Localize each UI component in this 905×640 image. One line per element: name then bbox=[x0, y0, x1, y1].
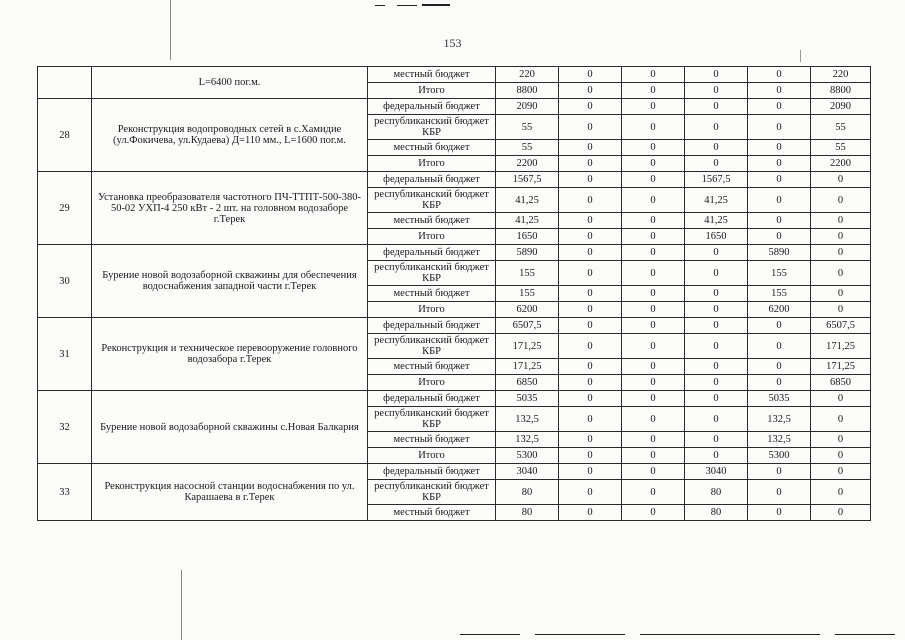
funding-source-cell: Итого bbox=[368, 156, 496, 172]
project-description-cell: Реконструкция водопроводных сетей в с.Хамидие (ул.Фокичева, ул.Кудаева) Д=110 мм., L=1600 пог.м. bbox=[92, 99, 368, 172]
project-number-cell: 28 bbox=[38, 99, 92, 172]
funding-source-cell: федеральный бюджет bbox=[368, 172, 496, 188]
value-cell: 0 bbox=[685, 407, 748, 432]
value-cell: 0 bbox=[748, 188, 811, 213]
value-cell: 0 bbox=[811, 432, 871, 448]
value-cell: 80 bbox=[685, 505, 748, 521]
table-row bbox=[38, 245, 871, 261]
project-description-cell: L=6400 пог.м. bbox=[92, 67, 368, 99]
value-cell: 80 bbox=[685, 480, 748, 505]
scan-mark-bottom-1 bbox=[460, 634, 520, 635]
project-description-cell: Реконструкция и техническое перевооружение головного водозабора г.Терек bbox=[92, 318, 368, 391]
value-cell: 80 bbox=[496, 480, 559, 505]
value-cell: 0 bbox=[622, 261, 685, 286]
project-description-cell: Реконструкция насосной станции водоснабжения по ул. Карашаева в г.Терек bbox=[92, 464, 368, 521]
value-cell: 0 bbox=[748, 505, 811, 521]
value-cell: 132,5 bbox=[748, 432, 811, 448]
project-description-cell: Установка преобразователя частотного ПЧ-ТТПТ-500-380-50-02 УХП-4 250 кВт - 2 шт. на головном водозаборе г.Терек bbox=[92, 172, 368, 245]
project-number-cell: 32 bbox=[38, 391, 92, 464]
value-cell: 0 bbox=[811, 464, 871, 480]
value-cell: 155 bbox=[496, 261, 559, 286]
value-cell: 0 bbox=[622, 407, 685, 432]
value-cell: 0 bbox=[559, 188, 622, 213]
value-cell: 0 bbox=[559, 83, 622, 99]
funding-source-cell: республиканский бюджет КБР bbox=[368, 115, 496, 140]
table-row bbox=[38, 67, 871, 83]
value-cell: 0 bbox=[622, 334, 685, 359]
funding-source-cell: республиканский бюджет КБР bbox=[368, 188, 496, 213]
value-cell: 5300 bbox=[496, 448, 559, 464]
value-cell: 0 bbox=[748, 213, 811, 229]
value-cell: 0 bbox=[559, 99, 622, 115]
value-cell: 0 bbox=[685, 156, 748, 172]
value-cell: 0 bbox=[559, 229, 622, 245]
project-description-cell: Бурение новой водозаборной скважины с.Новая Балкария bbox=[92, 391, 368, 464]
funding-source-cell: федеральный бюджет bbox=[368, 391, 496, 407]
value-cell: 0 bbox=[622, 245, 685, 261]
value-cell: 0 bbox=[811, 480, 871, 505]
value-cell: 0 bbox=[559, 172, 622, 188]
value-cell: 0 bbox=[559, 480, 622, 505]
value-cell: 0 bbox=[559, 407, 622, 432]
value-cell: 0 bbox=[685, 99, 748, 115]
value-cell: 0 bbox=[685, 448, 748, 464]
funding-source-cell: федеральный бюджет bbox=[368, 245, 496, 261]
value-cell: 0 bbox=[748, 229, 811, 245]
project-number-cell: 33 bbox=[38, 464, 92, 521]
value-cell: 1567,5 bbox=[685, 172, 748, 188]
value-cell: 6507,5 bbox=[496, 318, 559, 334]
value-cell: 8800 bbox=[811, 83, 871, 99]
value-cell: 0 bbox=[685, 318, 748, 334]
funding-source-cell: федеральный бюджет bbox=[368, 99, 496, 115]
value-cell: 0 bbox=[622, 156, 685, 172]
value-cell: 0 bbox=[622, 83, 685, 99]
value-cell: 0 bbox=[685, 261, 748, 286]
value-cell: 2200 bbox=[496, 156, 559, 172]
value-cell: 0 bbox=[622, 464, 685, 480]
value-cell: 132,5 bbox=[496, 407, 559, 432]
value-cell: 0 bbox=[811, 188, 871, 213]
value-cell: 0 bbox=[685, 140, 748, 156]
value-cell: 0 bbox=[685, 67, 748, 83]
funding-source-cell: республиканский бюджет КБР bbox=[368, 480, 496, 505]
value-cell: 0 bbox=[748, 318, 811, 334]
scan-mark-top-3 bbox=[422, 4, 450, 6]
page-number: 153 bbox=[443, 36, 462, 50]
value-cell: 0 bbox=[622, 99, 685, 115]
funding-source-cell: федеральный бюджет bbox=[368, 318, 496, 334]
scan-fold-line-bottom bbox=[181, 570, 182, 640]
value-cell: 0 bbox=[622, 375, 685, 391]
value-cell: 6200 bbox=[748, 302, 811, 318]
value-cell: 2090 bbox=[811, 99, 871, 115]
value-cell: 5300 bbox=[748, 448, 811, 464]
value-cell: 0 bbox=[748, 140, 811, 156]
value-cell: 0 bbox=[811, 172, 871, 188]
value-cell: 5890 bbox=[496, 245, 559, 261]
scan-mark-right bbox=[800, 50, 801, 62]
funding-source-cell: местный бюджет bbox=[368, 140, 496, 156]
funding-source-cell: местный бюджет bbox=[368, 286, 496, 302]
table-row bbox=[38, 318, 871, 334]
funding-source-cell: Итого bbox=[368, 229, 496, 245]
value-cell: 0 bbox=[622, 286, 685, 302]
funding-source-cell: местный бюджет bbox=[368, 213, 496, 229]
scan-fold-line bbox=[170, 0, 171, 60]
value-cell: 41,25 bbox=[496, 188, 559, 213]
value-cell: 0 bbox=[748, 115, 811, 140]
value-cell: 0 bbox=[811, 391, 871, 407]
value-cell: 220 bbox=[811, 67, 871, 83]
value-cell: 0 bbox=[685, 83, 748, 99]
value-cell: 0 bbox=[811, 505, 871, 521]
value-cell: 3040 bbox=[496, 464, 559, 480]
budget-table bbox=[37, 66, 871, 521]
value-cell: 0 bbox=[748, 375, 811, 391]
value-cell: 0 bbox=[622, 302, 685, 318]
value-cell: 0 bbox=[559, 213, 622, 229]
value-cell: 0 bbox=[685, 359, 748, 375]
value-cell: 0 bbox=[811, 302, 871, 318]
value-cell: 0 bbox=[685, 286, 748, 302]
value-cell: 55 bbox=[811, 140, 871, 156]
funding-source-cell: республиканский бюджет КБР bbox=[368, 261, 496, 286]
value-cell: 0 bbox=[685, 245, 748, 261]
value-cell: 0 bbox=[685, 391, 748, 407]
value-cell: 0 bbox=[559, 432, 622, 448]
funding-source-cell: республиканский бюджет КБР bbox=[368, 334, 496, 359]
value-cell: 6850 bbox=[811, 375, 871, 391]
value-cell: 80 bbox=[496, 505, 559, 521]
value-cell: 5890 bbox=[748, 245, 811, 261]
value-cell: 155 bbox=[748, 261, 811, 286]
value-cell: 0 bbox=[811, 407, 871, 432]
value-cell: 155 bbox=[496, 286, 559, 302]
value-cell: 0 bbox=[622, 188, 685, 213]
value-cell: 0 bbox=[748, 464, 811, 480]
value-cell: 220 bbox=[496, 67, 559, 83]
value-cell: 0 bbox=[559, 261, 622, 286]
value-cell: 155 bbox=[748, 286, 811, 302]
value-cell: 0 bbox=[559, 156, 622, 172]
value-cell: 0 bbox=[622, 391, 685, 407]
value-cell: 0 bbox=[622, 115, 685, 140]
value-cell: 171,25 bbox=[496, 359, 559, 375]
value-cell: 55 bbox=[496, 115, 559, 140]
scan-mark-top-2 bbox=[397, 5, 417, 6]
value-cell: 0 bbox=[811, 213, 871, 229]
table-row bbox=[38, 391, 871, 407]
value-cell: 1650 bbox=[496, 229, 559, 245]
value-cell: 0 bbox=[811, 286, 871, 302]
scan-mark-bottom-2 bbox=[535, 634, 625, 635]
project-description-cell: Бурение новой водозаборной скважины для обеспечения водоснабжения западной части г.Терек bbox=[92, 245, 368, 318]
value-cell: 0 bbox=[559, 67, 622, 83]
value-cell: 171,25 bbox=[496, 334, 559, 359]
funding-source-cell: местный бюджет bbox=[368, 359, 496, 375]
value-cell: 0 bbox=[622, 229, 685, 245]
value-cell: 0 bbox=[559, 464, 622, 480]
value-cell: 0 bbox=[685, 432, 748, 448]
value-cell: 0 bbox=[559, 302, 622, 318]
value-cell: 0 bbox=[748, 67, 811, 83]
funding-source-cell: местный бюджет bbox=[368, 505, 496, 521]
value-cell: 6850 bbox=[496, 375, 559, 391]
value-cell: 3040 bbox=[685, 464, 748, 480]
value-cell: 1650 bbox=[685, 229, 748, 245]
scan-mark-bottom-3 bbox=[640, 634, 820, 635]
funding-source-cell: Итого bbox=[368, 302, 496, 318]
value-cell: 0 bbox=[622, 448, 685, 464]
value-cell: 171,25 bbox=[811, 359, 871, 375]
value-cell: 132,5 bbox=[748, 407, 811, 432]
value-cell: 0 bbox=[559, 391, 622, 407]
funding-source-cell: федеральный бюджет bbox=[368, 464, 496, 480]
project-number-cell bbox=[38, 67, 92, 99]
project-number-cell: 29 bbox=[38, 172, 92, 245]
value-cell: 0 bbox=[559, 448, 622, 464]
value-cell: 5035 bbox=[748, 391, 811, 407]
value-cell: 171,25 bbox=[811, 334, 871, 359]
value-cell: 5035 bbox=[496, 391, 559, 407]
value-cell: 41,25 bbox=[685, 213, 748, 229]
funding-source-cell: Итого bbox=[368, 448, 496, 464]
funding-source-cell: Итого bbox=[368, 375, 496, 391]
value-cell: 0 bbox=[685, 302, 748, 318]
value-cell: 41,25 bbox=[685, 188, 748, 213]
funding-source-cell: местный бюджет bbox=[368, 67, 496, 83]
value-cell: 0 bbox=[559, 318, 622, 334]
value-cell: 0 bbox=[559, 286, 622, 302]
value-cell: 0 bbox=[622, 480, 685, 505]
value-cell: 41,25 bbox=[496, 213, 559, 229]
value-cell: 0 bbox=[622, 140, 685, 156]
scan-mark-bottom-4 bbox=[835, 634, 895, 635]
value-cell: 0 bbox=[748, 83, 811, 99]
value-cell: 0 bbox=[622, 67, 685, 83]
value-cell: 6507,5 bbox=[811, 318, 871, 334]
value-cell: 0 bbox=[748, 334, 811, 359]
value-cell: 55 bbox=[811, 115, 871, 140]
value-cell: 0 bbox=[748, 359, 811, 375]
value-cell: 0 bbox=[559, 375, 622, 391]
value-cell: 8800 bbox=[496, 83, 559, 99]
value-cell: 0 bbox=[622, 213, 685, 229]
funding-source-cell: республиканский бюджет КБР bbox=[368, 407, 496, 432]
value-cell: 6200 bbox=[496, 302, 559, 318]
value-cell: 0 bbox=[559, 505, 622, 521]
value-cell: 2090 bbox=[496, 99, 559, 115]
value-cell: 0 bbox=[622, 359, 685, 375]
value-cell: 0 bbox=[748, 480, 811, 505]
value-cell: 0 bbox=[622, 172, 685, 188]
value-cell: 132,5 bbox=[496, 432, 559, 448]
value-cell: 0 bbox=[748, 99, 811, 115]
value-cell: 0 bbox=[748, 156, 811, 172]
value-cell: 0 bbox=[685, 375, 748, 391]
project-number-cell: 31 bbox=[38, 318, 92, 391]
value-cell: 0 bbox=[748, 172, 811, 188]
value-cell: 55 bbox=[496, 140, 559, 156]
value-cell: 0 bbox=[622, 318, 685, 334]
table-row bbox=[38, 464, 871, 480]
value-cell: 0 bbox=[559, 115, 622, 140]
value-cell: 0 bbox=[811, 229, 871, 245]
value-cell: 0 bbox=[622, 505, 685, 521]
value-cell: 0 bbox=[685, 334, 748, 359]
value-cell: 0 bbox=[811, 261, 871, 286]
value-cell: 0 bbox=[622, 432, 685, 448]
table-row bbox=[38, 172, 871, 188]
value-cell: 0 bbox=[559, 140, 622, 156]
funding-source-cell: Итого bbox=[368, 83, 496, 99]
value-cell: 0 bbox=[811, 448, 871, 464]
project-number-cell: 30 bbox=[38, 245, 92, 318]
funding-source-cell: местный бюджет bbox=[368, 432, 496, 448]
value-cell: 0 bbox=[559, 359, 622, 375]
value-cell: 2200 bbox=[811, 156, 871, 172]
value-cell: 0 bbox=[559, 334, 622, 359]
table-row bbox=[38, 99, 871, 115]
value-cell: 0 bbox=[811, 245, 871, 261]
value-cell: 0 bbox=[559, 245, 622, 261]
value-cell: 1567,5 bbox=[496, 172, 559, 188]
value-cell: 0 bbox=[685, 115, 748, 140]
scan-mark-top-1 bbox=[375, 5, 385, 6]
